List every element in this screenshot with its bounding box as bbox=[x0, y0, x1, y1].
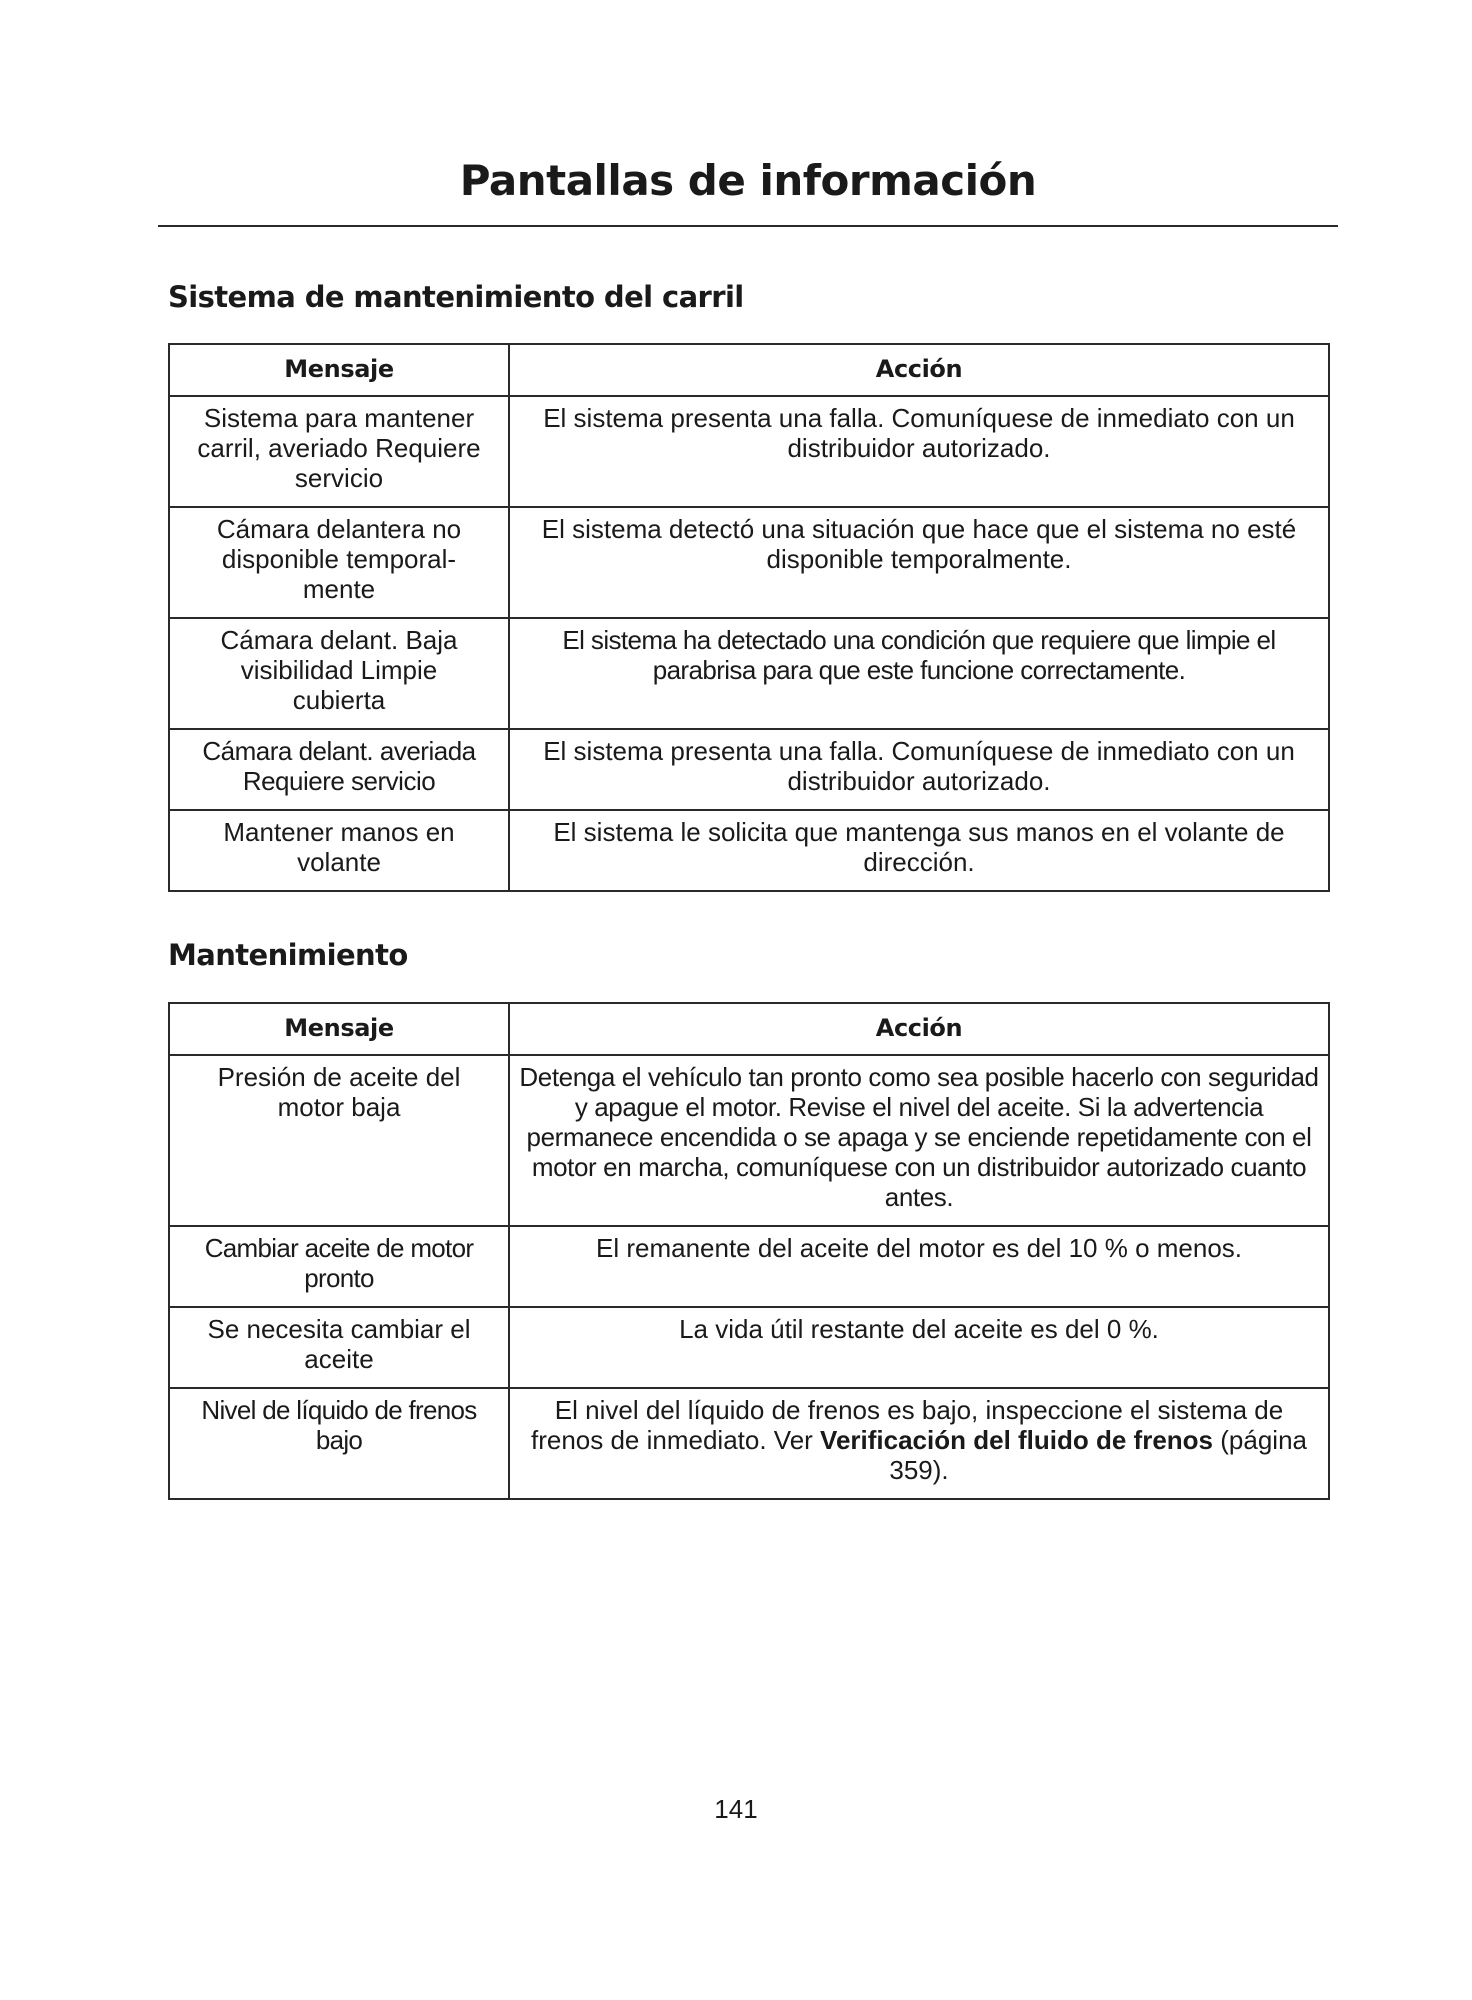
action-cell: El remanente del aceite del motor es del 10 % o menos. bbox=[509, 1226, 1329, 1307]
table-row bbox=[169, 507, 1329, 618]
action-cell: El sistema presenta una falla. Comuníquese de inmediato con un distribuidor autorizado. bbox=[509, 396, 1329, 507]
page-title: Pantallas de información bbox=[459, 156, 1037, 205]
action-cell: Detenga el vehículo tan pronto como sea posible hacerlo con seguridad y apague el motor. Revise el nivel del aceite. Si la advertencia permanece encendida o se apaga y se enciende repetidamente con el motor en marcha, comuníquese con un distribuidor autorizado cuanto antes. bbox=[509, 1055, 1329, 1226]
message-cell: Cambiar aceite de motor pronto bbox=[169, 1226, 509, 1307]
table-header-row bbox=[169, 344, 1329, 396]
action-cell: El sistema le solicita que mantenga sus manos en el volante de dirección. bbox=[509, 810, 1329, 891]
table-row bbox=[169, 810, 1329, 891]
message-cell: Cámara delant. Baja visibilidad Limpie cubierta bbox=[169, 618, 509, 729]
column-header-message: Mensaje bbox=[169, 344, 509, 396]
message-cell: Cámara delant. averiada Requiere servicio bbox=[169, 729, 509, 810]
maintenance-message-table bbox=[168, 1002, 1330, 1500]
title-divider bbox=[158, 225, 1338, 227]
table-header-row bbox=[169, 1003, 1329, 1055]
section-heading-lane-keeping: Sistema de mantenimiento del carril bbox=[168, 280, 744, 314]
message-cell: Mantener manos en volante bbox=[169, 810, 509, 891]
lane-keeping-message-table bbox=[168, 343, 1330, 892]
message-cell: Cámara delantera no disponible temporal-mente bbox=[169, 507, 509, 618]
cross-reference-link[interactable]: Verificación del fluido de frenos bbox=[820, 1425, 1214, 1455]
action-cell: La vida útil restante del aceite es del 0 %. bbox=[509, 1307, 1329, 1388]
action-cell bbox=[509, 1388, 1329, 1499]
message-cell: Nivel de líquido de frenos bajo bbox=[169, 1388, 509, 1499]
table-row bbox=[169, 1055, 1329, 1226]
section-heading-maintenance: Mantenimiento bbox=[168, 938, 408, 972]
action-cell: El sistema ha detectado una condición que requiere que limpie el parabrisa para que este funcione correctamente. bbox=[509, 618, 1329, 729]
column-header-message: Mensaje bbox=[169, 1003, 509, 1055]
table-row bbox=[169, 396, 1329, 507]
table-row bbox=[169, 1226, 1329, 1307]
table-row bbox=[169, 1307, 1329, 1388]
page-number: 141 bbox=[714, 1794, 758, 1824]
page-reference: (página 359). bbox=[889, 1425, 1307, 1485]
column-header-action: Acción bbox=[509, 344, 1329, 396]
action-cell: El sistema presenta una falla. Comuníquese de inmediato con un distribuidor autorizado. bbox=[509, 729, 1329, 810]
table-row bbox=[169, 729, 1329, 810]
action-text: El nivel del líquido de frenos es bajo, inspeccione el sistema de frenos de inmediato. Ver bbox=[530, 1395, 1284, 1455]
action-cell: El sistema detectó una situación que hace que el sistema no esté disponible temporalmente. bbox=[509, 507, 1329, 618]
message-cell: Sistema para mantener carril, averiado Requiere servicio bbox=[169, 396, 509, 507]
message-cell: Presión de aceite del motor baja bbox=[169, 1055, 509, 1226]
table-row bbox=[169, 1388, 1329, 1499]
column-header-action: Acción bbox=[509, 1003, 1329, 1055]
message-cell: Se necesita cambiar el aceite bbox=[169, 1307, 509, 1388]
table-row bbox=[169, 618, 1329, 729]
